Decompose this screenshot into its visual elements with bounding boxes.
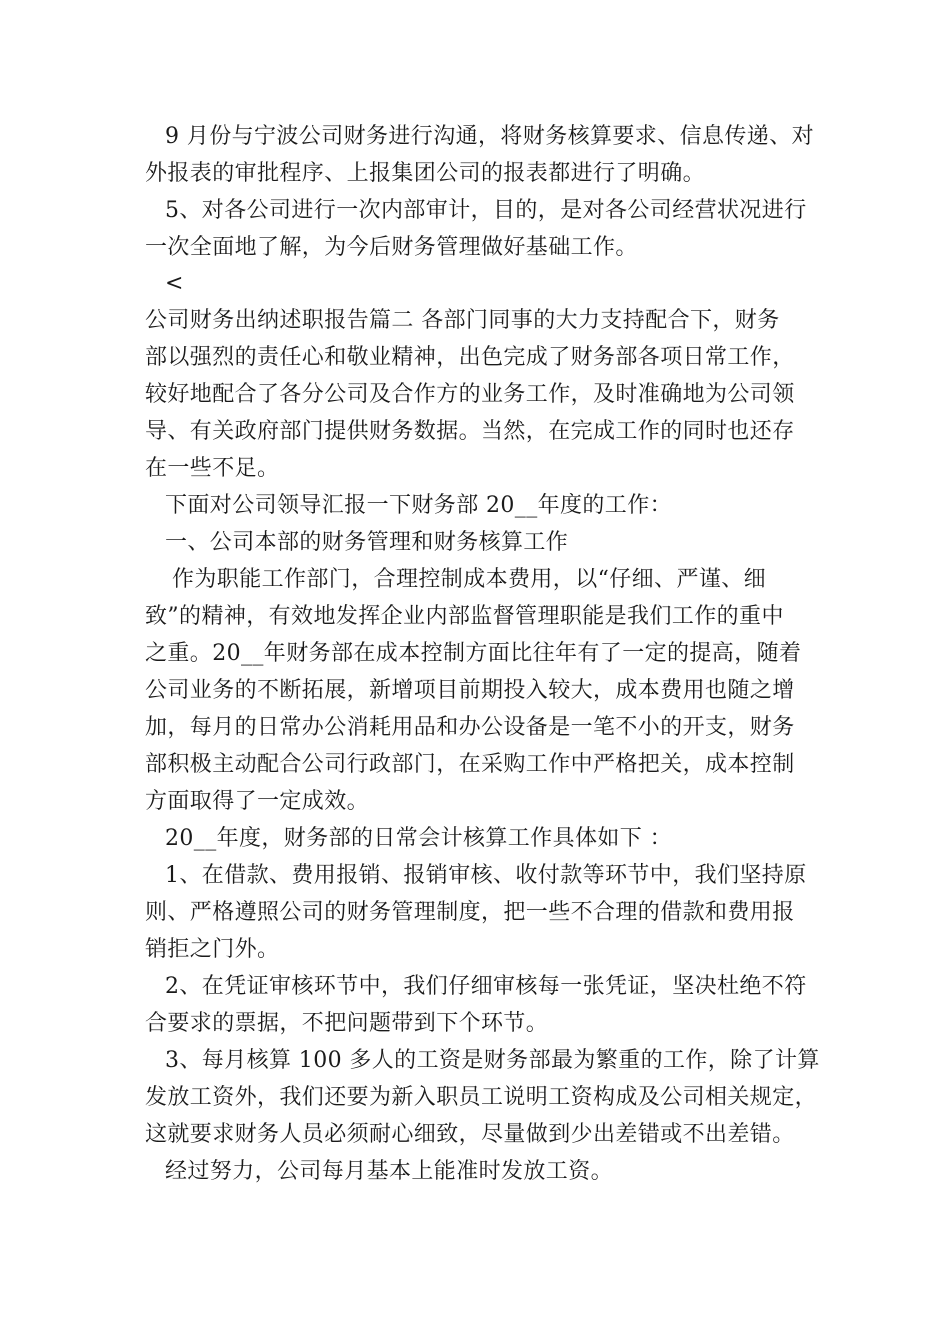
text-line: 作为职能工作部门，合理控制成本费用，以“仔细、严谨、细 — [172, 567, 767, 592]
text-line: 部以强烈的责任心和敬业精神，出色完成了财务部各项日常工作， — [145, 345, 795, 370]
section-heading-line: 公司财务出纳述职报告篇二 各部门同事的大力支持配合下，财务 — [145, 308, 780, 333]
text-line: 这就要求财务人员必须耐心细致，尽量做到少出差错或不出差错。 — [145, 1122, 795, 1147]
text-line: 致”的精神，有效地发挥企业内部监督管理职能是我们工作的重中 — [145, 604, 784, 629]
text-line: 20__年度，财务部的日常会计核算工作具体如下 ： — [165, 826, 672, 851]
text-line: 外报表的审批程序、上报集团公司的报表都进行了明确。 — [145, 161, 706, 186]
text-line: 1、在借款、费用报销、报销审核、收付款等环节中，我们坚持原 — [165, 863, 807, 888]
text-line: 经过努力，公司每月基本上能准时发放工资。 — [165, 1159, 614, 1184]
text-line: 销拒之门外。 — [145, 937, 280, 962]
text-line: 部积极主动配合公司行政部门，在采购工作中严格把关，成本控制 — [145, 752, 795, 777]
text-line: 则、严格遵照公司的财务管理制度，把一些不合理的借款和费用报 — [145, 900, 795, 925]
text-line: 3、每月核算 100 多人的工资是财务部最为繁重的工作，除了计算 — [165, 1048, 820, 1073]
text-line: 一次全面地了解，为今后财务管理做好基础工作。 — [145, 235, 638, 260]
text-line: < — [165, 271, 184, 296]
text-line: 在一些不足。 — [145, 456, 280, 481]
text-line: 发放工资外，我们还要为新入职员工说明工资构成及公司相关规定， — [145, 1085, 818, 1110]
text-line: 9 月份与宁波公司财务进行沟通，将财务核算要求、信息传递、对 — [165, 124, 814, 149]
text-line: 2、在凭证审核环节中，我们仔细审核每一张凭证，坚决杜绝不符 — [165, 974, 807, 999]
text-line: 导、有关政府部门提供财务数据。当然，在完成工作的同时也还存 — [145, 419, 795, 444]
text-line: 合要求的票据，不把问题带到下个环节。 — [145, 1011, 549, 1036]
text-line: 公司业务的不断拓展，新增项目前期投入较大，成本费用也随之增 — [145, 678, 795, 703]
text-line: 较好地配合了各分公司及合作方的业务工作，及时准确地为公司领 — [145, 382, 795, 407]
text-line: 5、对各公司进行一次内部审计，目的，是对各公司经营状况进行 — [165, 198, 807, 223]
text-line: 之重。20__年财务部在成本控制方面比往年有了一定的提高，随着 — [145, 641, 802, 666]
text-line: 下面对公司领导汇报一下财务部 20__年度的工作： — [165, 493, 672, 518]
text-line: 加，每月的日常办公消耗用品和办公设备是一笔不小的开支，财务 — [145, 715, 795, 740]
text-line: 一、公司本部的财务管理和财务核算工作 — [165, 530, 569, 555]
text-line: 方面取得了一定成效。 — [145, 789, 370, 814]
